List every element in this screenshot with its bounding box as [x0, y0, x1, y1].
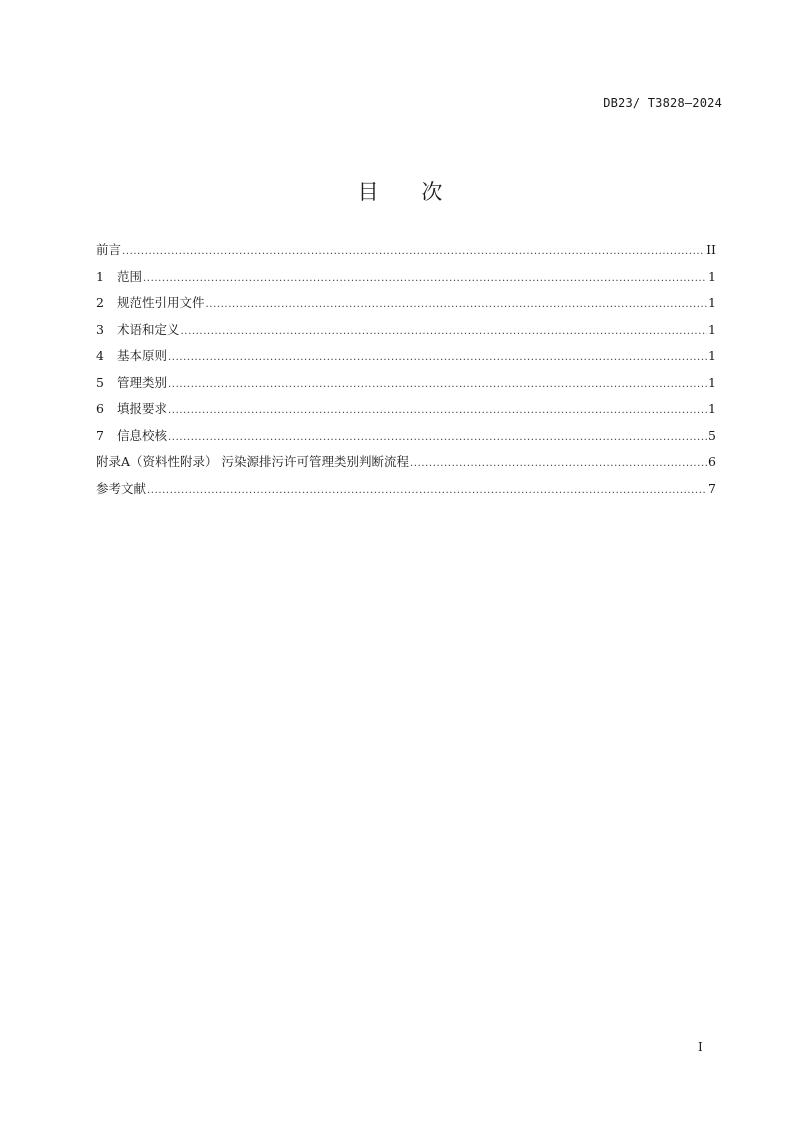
- toc-entry-appendix-a[interactable]: [96, 452, 716, 479]
- toc-leader-dots: [168, 432, 707, 443]
- toc-entry-management-categories[interactable]: [96, 373, 716, 400]
- toc-entry-label: 参考文献: [96, 480, 147, 496]
- toc-entry-number: 6: [96, 401, 104, 416]
- toc-entry-number: 3: [96, 321, 104, 337]
- toc-leader-dots: [143, 273, 707, 284]
- document-code: DB23/ T3828—2024: [603, 96, 722, 110]
- toc-entry-page: II: [706, 242, 716, 257]
- toc-entry-page: 1: [708, 348, 716, 363]
- toc-entry-scope[interactable]: [96, 267, 716, 294]
- toc-entry-basic-principles[interactable]: [96, 346, 716, 373]
- toc-leader-dots: [147, 485, 707, 496]
- toc-entry-page: 5: [708, 427, 716, 443]
- toc-entry-number: 5: [96, 374, 104, 390]
- toc-entry-foreword[interactable]: [96, 240, 716, 267]
- toc-leader-dots: [181, 326, 708, 337]
- toc-entry-label: 术语和定义: [117, 321, 180, 337]
- toc-entry-label: 范围: [117, 268, 143, 284]
- toc-leader-dots: [168, 379, 707, 390]
- toc-entry-number: 1: [96, 268, 104, 284]
- toc-entry-page: 7: [708, 480, 716, 496]
- toc-entry-label: 规范性引用文件: [117, 295, 205, 310]
- toc-entry-label: 基本原则: [117, 348, 168, 363]
- toc-entry-label: 填报要求: [117, 401, 168, 416]
- toc-leader-dots: [168, 352, 707, 363]
- toc-leader-dots: [410, 458, 707, 469]
- toc-entry-terms-definitions[interactable]: [96, 320, 716, 347]
- toc-entry-number: 4: [96, 348, 104, 363]
- toc-title: 目 次: [357, 180, 461, 204]
- toc-entry-page: 6: [708, 454, 716, 469]
- toc-entry-page: 1: [708, 374, 716, 390]
- toc-entry-label: 前言: [96, 242, 122, 257]
- toc-entry-bibliography[interactable]: [96, 479, 716, 506]
- toc-leader-dots: [168, 405, 707, 416]
- toc-entry-page: 1: [708, 401, 716, 416]
- toc-entry-number: 7: [96, 427, 104, 443]
- toc-entry-label: 信息校核: [117, 427, 168, 443]
- toc-entry-page: 1: [708, 295, 716, 310]
- toc-entry-page: 1: [708, 321, 716, 337]
- toc-entry-label: 管理类别: [117, 374, 168, 390]
- toc-entry-filling-requirements[interactable]: [96, 399, 716, 426]
- toc-leader-dots: [206, 299, 708, 310]
- toc-entry-information-verification[interactable]: [96, 426, 716, 453]
- toc-entry-normative-references[interactable]: [96, 293, 716, 320]
- table-of-contents: [96, 240, 716, 505]
- toc-entry-number: 2: [96, 295, 104, 310]
- page-number: I: [698, 1040, 703, 1054]
- toc-entry-label: 附录A（资料性附录） 污染源排污许可管理类别判断流程: [96, 454, 410, 469]
- toc-leader-dots: [122, 246, 705, 257]
- toc-entry-page: 1: [708, 268, 716, 284]
